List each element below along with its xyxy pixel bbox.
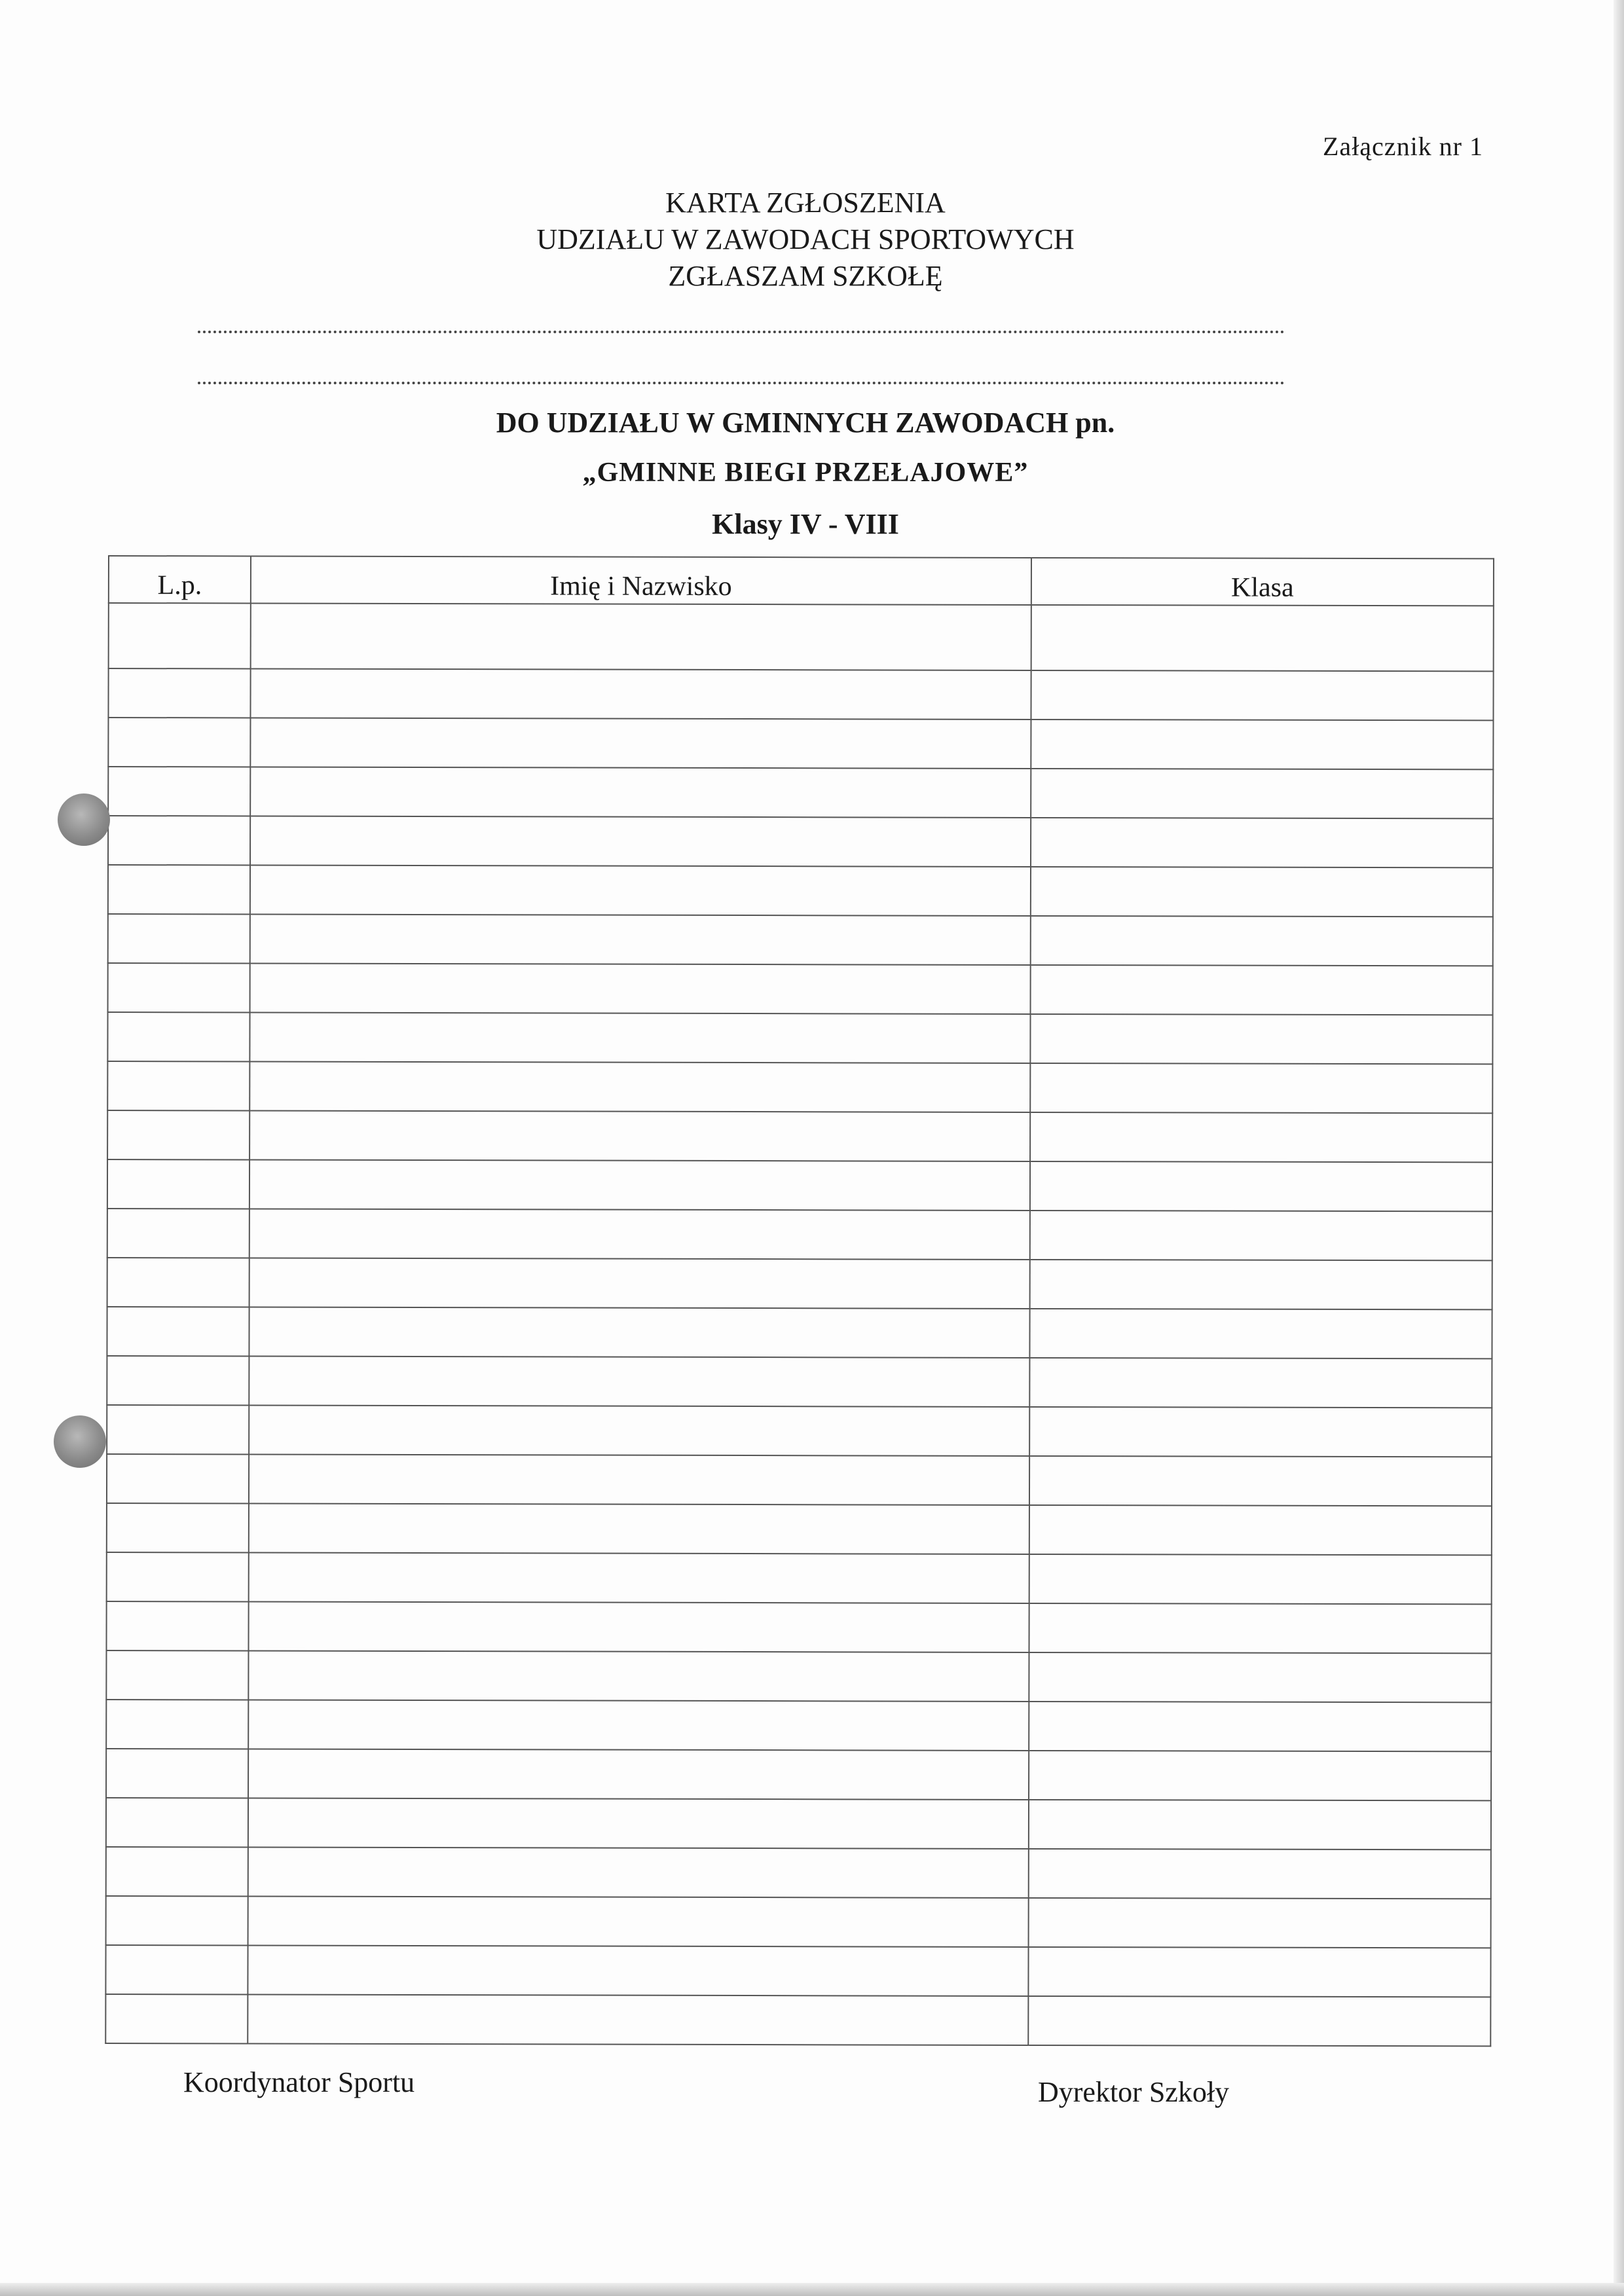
class-cell[interactable] — [1031, 605, 1494, 671]
lp-cell[interactable] — [108, 767, 250, 816]
name-cell[interactable] — [249, 1159, 1030, 1210]
class-cell[interactable] — [1029, 1800, 1491, 1850]
class-cell[interactable] — [1029, 1652, 1491, 1702]
table-row — [107, 1061, 1492, 1113]
lp-cell[interactable] — [105, 1945, 248, 1994]
table-row — [107, 1110, 1492, 1162]
lp-cell[interactable] — [107, 1012, 249, 1061]
table-row — [107, 1454, 1492, 1506]
table-row — [106, 1601, 1491, 1653]
class-cell[interactable] — [1029, 1898, 1491, 1948]
lp-cell[interactable] — [107, 1061, 249, 1110]
lp-cell[interactable] — [107, 1110, 249, 1159]
lp-cell[interactable] — [108, 718, 250, 767]
attachment-label: Załącznik nr 1 — [1323, 132, 1483, 161]
title-line-3: ZGŁASZAM SZKOŁĘ — [668, 260, 943, 292]
class-cell[interactable] — [1031, 720, 1493, 769]
punch-hole — [58, 793, 110, 846]
table-row — [108, 668, 1493, 720]
form-title — [0, 185, 1611, 295]
lp-cell[interactable] — [107, 1307, 249, 1356]
class-cell[interactable] — [1031, 965, 1493, 1015]
table-row — [108, 767, 1493, 818]
lp-cell[interactable] — [107, 1159, 249, 1209]
name-cell[interactable] — [249, 1454, 1029, 1504]
name-cell[interactable] — [248, 1650, 1029, 1701]
lp-cell[interactable] — [107, 1552, 249, 1601]
lp-cell[interactable] — [106, 1896, 248, 1945]
table-row — [108, 865, 1493, 917]
name-cell[interactable] — [250, 767, 1031, 817]
lp-cell[interactable] — [106, 1650, 248, 1700]
column-header-class: Klasa — [1031, 558, 1494, 606]
lp-cell[interactable] — [107, 1209, 249, 1258]
class-cell[interactable] — [1030, 1161, 1492, 1211]
class-cell[interactable] — [1030, 1014, 1492, 1064]
lp-cell[interactable] — [107, 1454, 249, 1503]
scan-edge-right — [1614, 0, 1624, 2296]
table-row — [107, 1552, 1492, 1604]
name-cell[interactable] — [248, 1847, 1029, 1897]
lp-cell[interactable] — [108, 865, 250, 914]
school-name-fill-line-1[interactable] — [198, 331, 1285, 333]
name-cell[interactable] — [248, 1798, 1029, 1848]
name-cell[interactable] — [249, 1110, 1030, 1161]
table-row — [108, 914, 1493, 966]
class-cell[interactable] — [1029, 1309, 1492, 1358]
class-cell[interactable] — [1031, 916, 1493, 966]
table-row — [106, 1798, 1491, 1850]
class-cell[interactable] — [1029, 1751, 1491, 1800]
table-row — [107, 1356, 1492, 1408]
table-body — [105, 603, 1494, 2046]
competition-name: „GMINNE BIEGI PRZEŁAJOWE” — [582, 458, 1029, 488]
class-cell[interactable] — [1030, 1211, 1492, 1260]
table-row — [108, 963, 1493, 1015]
name-cell[interactable] — [249, 1258, 1030, 1308]
signature-director: Dyrektor Szkoły — [1038, 2076, 1230, 2108]
column-header-lp: L.p. — [109, 556, 251, 603]
class-cell[interactable] — [1029, 1456, 1492, 1506]
class-cell[interactable] — [1030, 1063, 1492, 1113]
name-cell[interactable] — [249, 1552, 1029, 1603]
table-row — [107, 1209, 1492, 1260]
name-cell[interactable] — [248, 1749, 1029, 1799]
name-cell[interactable] — [248, 1945, 1028, 1995]
table-row — [106, 1700, 1491, 1751]
table-row — [109, 603, 1494, 671]
name-cell[interactable] — [249, 1503, 1029, 1554]
table-row — [108, 718, 1493, 769]
name-cell[interactable] — [248, 1896, 1029, 1946]
lp-cell[interactable] — [108, 963, 250, 1012]
table-row — [106, 1749, 1491, 1800]
class-cell[interactable] — [1031, 670, 1493, 720]
lp-cell[interactable] — [106, 1601, 248, 1650]
class-cell[interactable] — [1029, 1702, 1491, 1751]
table-row — [107, 1503, 1492, 1555]
class-cell[interactable] — [1030, 1260, 1492, 1309]
class-cell[interactable] — [1029, 1358, 1492, 1408]
class-cell[interactable] — [1029, 1505, 1492, 1555]
table-row — [108, 816, 1493, 867]
name-cell[interactable] — [248, 1601, 1029, 1652]
scan-edge-bottom — [0, 2283, 1624, 2296]
class-cell[interactable] — [1031, 769, 1493, 818]
lp-cell[interactable] — [108, 668, 250, 718]
name-cell[interactable] — [250, 816, 1031, 866]
name-cell[interactable] — [250, 668, 1031, 719]
table-row — [106, 1896, 1491, 1948]
lp-cell[interactable] — [107, 1503, 249, 1552]
class-cell[interactable] — [1031, 818, 1493, 867]
name-cell[interactable] — [250, 914, 1031, 964]
column-header-name: Imię i Nazwisko — [251, 556, 1031, 604]
class-cell[interactable] — [1029, 1407, 1492, 1457]
class-cell[interactable] — [1029, 1554, 1492, 1604]
class-cell[interactable] — [1029, 1603, 1491, 1653]
name-cell[interactable] — [249, 1307, 1029, 1357]
lp-cell[interactable] — [106, 1847, 248, 1896]
table-row — [105, 1994, 1490, 2046]
lp-cell[interactable] — [108, 914, 250, 963]
class-cell[interactable] — [1031, 867, 1493, 917]
name-cell[interactable] — [248, 1700, 1029, 1750]
table-row — [107, 1307, 1492, 1358]
class-cell[interactable] — [1030, 1112, 1492, 1162]
name-cell[interactable] — [250, 963, 1031, 1013]
table-row — [107, 1159, 1492, 1211]
title-line-2: UDZIAŁU W ZAWODACH SPORTOWYCH — [536, 223, 1075, 255]
table-row — [106, 1847, 1491, 1899]
table-row — [107, 1258, 1492, 1309]
signature-coordinator: Koordynator Sportu — [183, 2066, 415, 2098]
name-cell[interactable] — [249, 1012, 1030, 1063]
lp-cell[interactable] — [106, 1749, 248, 1798]
table-row — [107, 1405, 1492, 1457]
lp-cell[interactable] — [107, 1258, 249, 1307]
name-cell[interactable] — [249, 1061, 1030, 1112]
class-cell[interactable] — [1028, 1947, 1490, 1997]
name-cell[interactable] — [250, 865, 1031, 915]
name-cell[interactable] — [248, 1994, 1028, 2045]
name-cell[interactable] — [250, 718, 1031, 768]
class-cell[interactable] — [1028, 1996, 1490, 2046]
punch-hole — [54, 1415, 106, 1468]
competition-classes: Klasy IV - VIII — [712, 508, 899, 540]
lp-cell[interactable] — [107, 1356, 249, 1405]
name-cell[interactable] — [249, 1209, 1030, 1259]
title-line-1: KARTA ZGŁOSZENIA — [665, 187, 946, 219]
lp-cell[interactable] — [106, 1798, 248, 1847]
table-row — [107, 1012, 1492, 1064]
school-name-fill-line-2[interactable] — [198, 382, 1285, 384]
lp-cell[interactable] — [105, 1994, 248, 2043]
name-cell[interactable] — [249, 1356, 1029, 1406]
name-cell[interactable] — [251, 603, 1031, 670]
lp-cell[interactable] — [106, 1700, 248, 1749]
class-cell[interactable] — [1029, 1849, 1491, 1899]
lp-cell[interactable] — [109, 603, 251, 668]
competition-intro: DO UDZIAŁU W GMINNYCH ZAWODACH pn. — [496, 407, 1115, 439]
lp-cell[interactable] — [107, 1405, 249, 1454]
table-header-row — [109, 556, 1494, 606]
table-row — [105, 1945, 1490, 1997]
name-cell[interactable] — [249, 1405, 1029, 1455]
participants-table — [105, 555, 1494, 2047]
lp-cell[interactable] — [108, 816, 250, 865]
table-row — [106, 1650, 1491, 1702]
